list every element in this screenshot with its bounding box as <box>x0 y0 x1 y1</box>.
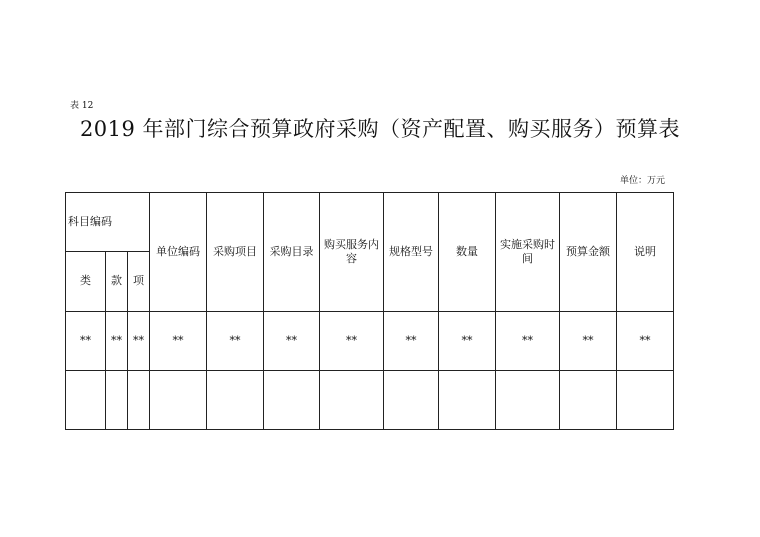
table-cell: ** <box>264 312 320 371</box>
table-cell: ** <box>617 312 674 371</box>
header-cell: 单位编码 <box>150 193 207 312</box>
table-cell: ** <box>106 312 128 371</box>
table-cell: ** <box>66 312 106 371</box>
table-cell: ** <box>384 312 439 371</box>
subheader-cell: 类 <box>66 252 106 312</box>
table-cell <box>66 371 106 430</box>
table-cell: ** <box>320 312 384 371</box>
header-cell: 数量 <box>439 193 496 312</box>
header-cell: 规格型号 <box>384 193 439 312</box>
page-title: 2019 年部门综合预算政府采购（资产配置、购买服务）预算表 <box>79 117 681 141</box>
header-cell: 说明 <box>617 193 674 312</box>
table-cell <box>320 371 384 430</box>
table-row <box>66 312 674 371</box>
table-cell: ** <box>207 312 264 371</box>
table-cell <box>384 371 439 430</box>
header-cell: 采购目录 <box>264 193 320 312</box>
subheader-cell: 项 <box>128 252 150 312</box>
table-number: 表 12 <box>70 101 94 111</box>
table-cell <box>560 371 617 430</box>
header-cell: 实施采购时间 <box>496 193 560 312</box>
table-cell <box>128 371 150 430</box>
table-cell: ** <box>496 312 560 371</box>
table-cell: ** <box>439 312 496 371</box>
table-cell: ** <box>560 312 617 371</box>
table-cell <box>106 371 128 430</box>
header-cell: 采购项目 <box>207 193 264 312</box>
table-cell <box>439 371 496 430</box>
table-cell: ** <box>128 312 150 371</box>
header-cell: 预算金额 <box>560 193 617 312</box>
header-row <box>66 193 674 252</box>
header-cell: 购买服务内容 <box>320 193 384 312</box>
unit-label: 单位：万元 <box>620 176 666 186</box>
budget-table <box>65 192 674 430</box>
table-cell <box>150 371 207 430</box>
table-row <box>66 371 674 430</box>
table-cell <box>207 371 264 430</box>
table-cell <box>496 371 560 430</box>
table-cell <box>617 371 674 430</box>
table-cell: ** <box>150 312 207 371</box>
header-spacer <box>128 193 150 252</box>
table-cell <box>264 371 320 430</box>
subheader-cell: 款 <box>106 252 128 312</box>
subject-code-header: 科目编码 <box>66 193 128 252</box>
